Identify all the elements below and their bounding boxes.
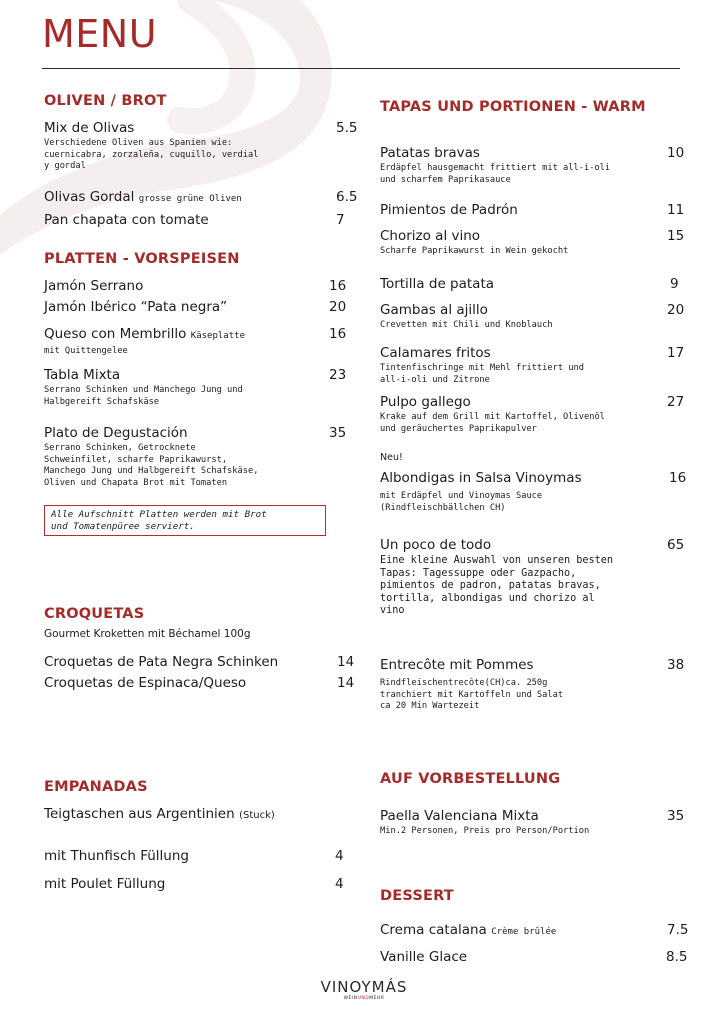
item-name: Pulpo gallego: [380, 394, 471, 410]
menu-item-pan-chapata: [44, 211, 362, 229]
menu-item-patatas-bravas: [380, 144, 696, 186]
menu-item-calamares: [380, 344, 696, 386]
menu-item-empanada-thunfisch: [44, 847, 362, 865]
item-name: Paella Valenciana Mixta: [380, 808, 539, 824]
menu-item-chorizo-al-vino: [380, 227, 696, 258]
item-price: 35: [667, 808, 685, 824]
item-price: 7.5: [667, 922, 689, 938]
logo-tagline-part: WEIN: [343, 996, 358, 1001]
croquetas-subtitle: Gourmet Kroketten mit Béchamel 100g: [44, 628, 251, 640]
menu-item-crema-catalana: [380, 921, 696, 941]
item-note: Käseplatte: [190, 331, 245, 341]
item-note: grosse grüne Oliven: [138, 194, 242, 204]
menu-item-queso-membrillo: [44, 325, 362, 358]
item-name: Patatas bravas: [380, 145, 480, 161]
item-name: mit Thunfisch Füllung: [44, 848, 189, 864]
item-price: 20: [667, 302, 685, 318]
item-price: 8.5: [666, 949, 688, 965]
section-heading-croquetas: CROQUETAS: [44, 606, 145, 622]
item-price: 4: [335, 876, 344, 892]
item-price: 65: [667, 537, 685, 553]
item-price: 23: [329, 367, 347, 383]
item-description: mit Quittengelee: [44, 346, 128, 356]
section-heading-tapas: TAPAS UND PORTIONEN - WARM: [380, 99, 646, 115]
menu-item-vanille-glace: [380, 948, 696, 966]
item-note: Crème brûlée: [491, 927, 557, 937]
item-price: 14: [337, 675, 355, 691]
item-name: Mix de Olivas: [44, 120, 135, 136]
item-price: 20: [329, 299, 347, 315]
menu-item-tabla-mixta: [44, 366, 362, 408]
menu-item-pimientos-padron: [380, 201, 696, 219]
item-name: Tortilla de patata: [380, 276, 495, 292]
menu-item-croquetas-pata-negra: [44, 653, 362, 671]
menu-item-croquetas-espinaca: [44, 674, 362, 692]
item-name: Gambas al ajillo: [380, 302, 488, 318]
menu-item-empanada-poulet: [44, 875, 362, 893]
item-price: 5.5: [336, 120, 358, 136]
item-description: Tintenfischringe mit Mehl frittiert und all-i-oli und Zitrone: [380, 363, 584, 385]
item-description: Verschiedene Oliven aus Spanien wie: cuernicabra, zorzaleña, cuquillo, verdial y gordal: [44, 138, 259, 171]
logo-tagline: [314, 996, 414, 1002]
item-price: 7: [336, 212, 345, 228]
item-description: Krake auf dem Grill mit Kartoffel, Olivenöl und geräuchertes Paprikapulver: [380, 412, 605, 434]
menu-item-tortilla: [380, 275, 696, 293]
item-description: Serrano Schinken, Getrocknete Schweinfilet, scharfe Paprikawurst, Manchego Jung und Halbgereift Schafskäse, Oliven und Chapata Brot mit Tomaten: [44, 443, 259, 488]
menu-item-mix-de-olivas: [44, 119, 362, 173]
item-name: Albondigas in Salsa Vinoymas: [380, 470, 582, 486]
menu-item-pulpo-gallego: [380, 393, 696, 435]
item-price: 17: [667, 345, 685, 361]
platten-notice-box: Alle Aufschnitt Platten werden mit Brot und Tomatenpüree serviert.: [44, 505, 326, 536]
item-name: Queso con Membrillo: [44, 326, 187, 342]
item-description: Serrano Schinken und Manchego Jung und Halbgereift Schafskäse: [44, 385, 243, 407]
item-description: Eine kleine Auswahl von unseren besten Tapas: Tagessuppe oder Gazpacho, pimientos de padron, patatas bravas, tortilla, albondigas und chorizo al vino: [380, 555, 614, 616]
item-name: Chorizo al vino: [380, 228, 481, 244]
menu-item-albondigas: [380, 469, 696, 514]
item-name: Olivas Gordal: [44, 189, 135, 205]
menu-item-gambas-ajillo: [380, 301, 696, 332]
item-price: 9: [670, 276, 679, 292]
item-description: Rindfleischentrecôte(CH)ca. 250g tranchiert mit Kartoffeln und Salat ca 20 Min Wartezeit: [380, 678, 564, 711]
menu-item-olivas-gordal: [44, 188, 362, 208]
item-name: Un poco de todo: [380, 537, 492, 553]
menu-title: MENU: [42, 12, 158, 56]
empanadas-intro: [44, 805, 362, 825]
item-price: 35: [329, 425, 347, 441]
item-price: 4: [335, 848, 344, 864]
item-name: Plato de Degustación: [44, 425, 188, 441]
section-heading-oliven: OLIVEN / BROT: [44, 93, 167, 109]
section-heading-dessert: DESSERT: [380, 888, 454, 904]
item-name: mit Poulet Füllung: [44, 876, 166, 892]
right-column: [380, 0, 696, 1024]
item-description: Crevetten mit Chili und Knoblauch: [380, 320, 553, 330]
item-name: Pan chapata con tomate: [44, 212, 209, 228]
item-price: 38: [667, 657, 685, 673]
menu-item-paella: [380, 807, 696, 838]
item-price: 14: [337, 654, 355, 670]
vinoymas-logo: [314, 978, 414, 1010]
logo-tagline-part: UND: [357, 996, 370, 1001]
item-price: 16: [329, 278, 347, 294]
menu-item-entrecote: [380, 656, 696, 713]
item-name: Jamón Ibérico “Pata negra”: [44, 299, 228, 315]
logo-wordmark: VINOYMÁS: [320, 978, 408, 996]
item-name: Croquetas de Pata Negra Schinken: [44, 654, 279, 670]
item-price: 16: [669, 470, 687, 486]
new-item-label: Neu!: [380, 452, 403, 463]
item-name: Calamares fritos: [380, 345, 491, 361]
item-price: 11: [667, 202, 685, 218]
item-price: 16: [329, 326, 347, 342]
menu-item-un-poco-de-todo: [380, 536, 696, 618]
item-name: Entrecôte mit Pommes: [380, 657, 534, 673]
item-name: Tabla Mixta: [44, 367, 121, 383]
menu-item-jamon-iberico: [44, 298, 362, 316]
item-name: Pimientos de Padrón: [380, 202, 518, 218]
item-price: 27: [667, 394, 685, 410]
item-description: Scharfe Paprikawurst in Wein gekocht: [380, 246, 569, 256]
item-name: Croquetas de Espinaca/Queso: [44, 675, 247, 691]
section-heading-platten: PLATTEN - VORSPEISEN: [44, 251, 240, 267]
item-price: 6.5: [336, 189, 358, 205]
left-column: [44, 0, 362, 1024]
item-description: mit Erdäpfel und Vinoymas Sauce (Rindfleischbällchen CH): [380, 491, 543, 513]
section-heading-empanadas: EMPANADAS: [44, 779, 148, 795]
item-name: Jamón Serrano: [44, 278, 144, 294]
logo-tagline-part: MEHR: [369, 996, 385, 1001]
item-name: Vanille Glace: [380, 949, 468, 965]
empanadas-intro-note: (Stuck): [239, 810, 275, 821]
item-description: Erdäpfel hausgemacht frittiert mit all-i-oli und scharfem Paprikasauce: [380, 163, 611, 185]
item-description: Min.2 Personen, Preis pro Person/Portion: [380, 826, 590, 836]
menu-item-plato-degustacion: [44, 424, 362, 489]
item-name: Crema catalana: [380, 922, 487, 938]
item-price: 10: [667, 145, 685, 161]
item-price: 15: [667, 228, 685, 244]
menu-item-jamon-serrano: [44, 277, 362, 295]
section-heading-vorbestellung: AUF VORBESTELLUNG: [380, 771, 561, 787]
empanadas-intro-name: Teigtaschen aus Argentinien: [44, 806, 235, 822]
